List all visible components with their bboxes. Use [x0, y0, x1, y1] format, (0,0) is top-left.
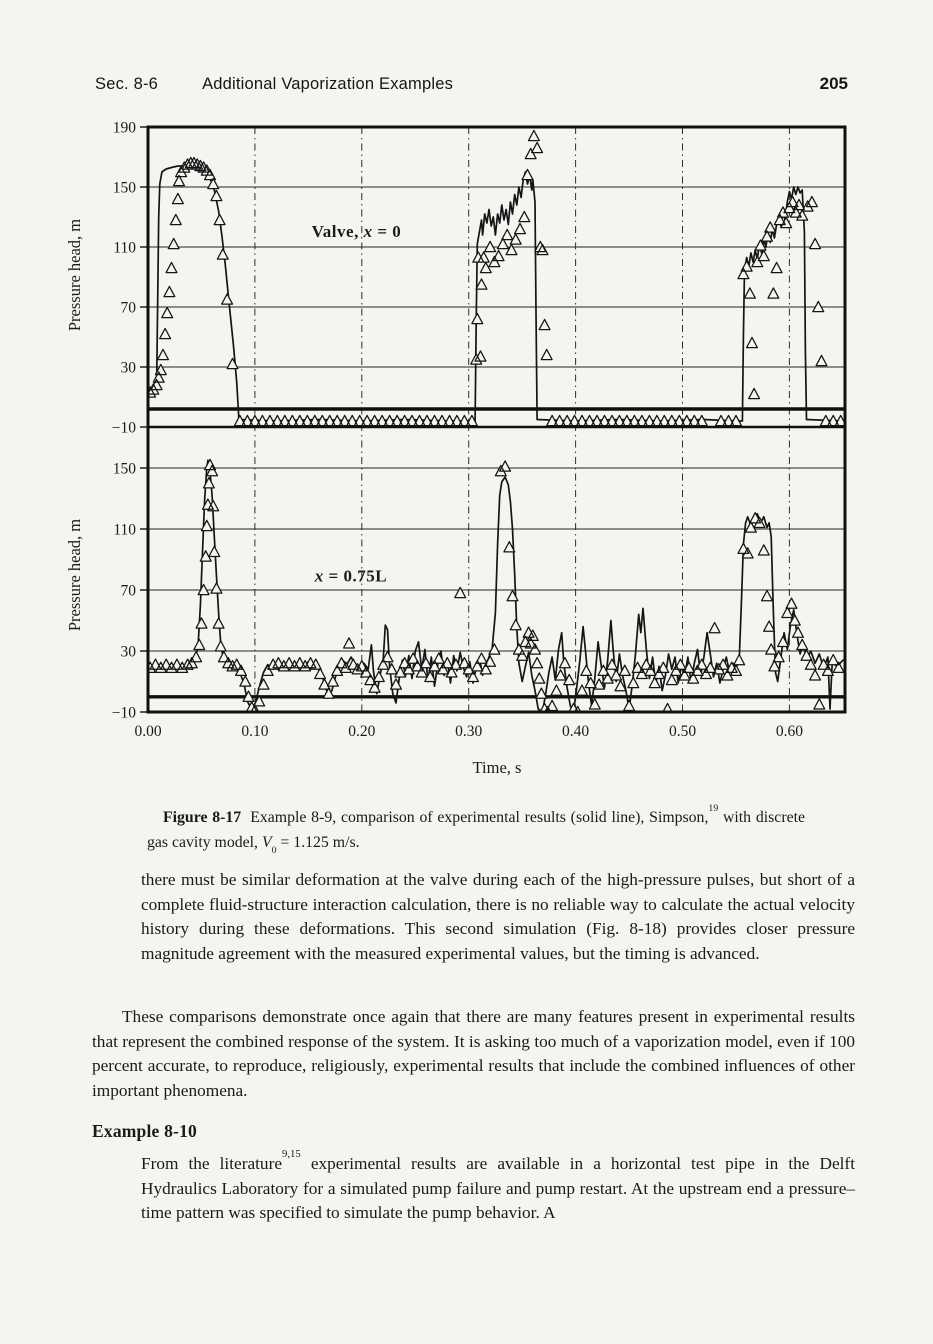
- x-axis-title: Time, s: [472, 758, 522, 777]
- paragraph-example-8-10: From the literature$^{9,15}$ experimental results are available in a horizontal test pipe in the Delft Hydraulics Laboratory for a simulated pump failure and pump restart. At the upstream end a pressure–time pattern was specified to simulate the pump behavior. A: [141, 1148, 855, 1223]
- bottom-model-triangle-markers: [145, 459, 844, 716]
- page-number: 205: [819, 74, 848, 93]
- y-tick-label: 70: [120, 299, 136, 317]
- x-tick-label: 0.30: [455, 723, 483, 740]
- y-tick-label: 70: [120, 582, 136, 600]
- y-tick-label: 30: [120, 359, 136, 377]
- figure-8-17-chart: [0, 58, 933, 798]
- y-tick-label: 150: [112, 179, 136, 197]
- example-8-10-heading: Example 8-10: [92, 1121, 197, 1141]
- y-tick-label: −10: [111, 419, 136, 437]
- figure-caption-text: Example 8-9, comparison of experimental results (solid line), Simpson,: [250, 809, 709, 826]
- series-layer: [145, 130, 846, 425]
- figure-caption-label: Figure 8-17: [163, 809, 242, 826]
- x-tick-label: 0.60: [775, 723, 803, 740]
- section-label: Sec. 8-6: [95, 75, 159, 93]
- running-title: Additional Vaporization Examples: [202, 75, 454, 93]
- caption-reference-superscript: 19: [708, 803, 719, 815]
- literature-reference-superscript: 9,15: [282, 1148, 301, 1161]
- x-tick-label: 0.40: [562, 723, 590, 740]
- bottom-y-axis-title: Pressure head, m: [65, 518, 84, 632]
- y-tick-label: 30: [120, 643, 136, 661]
- y-tick-label: −10: [111, 704, 136, 722]
- y-tick-label: 150: [112, 460, 136, 478]
- y-tick-label: 190: [112, 119, 136, 137]
- x-tick-label: 0.50: [668, 723, 697, 740]
- x-tick-label: 0.00: [134, 723, 162, 740]
- y-tick-label: 110: [113, 521, 136, 539]
- y-tick-label: 110: [113, 239, 136, 257]
- top-y-axis-title: Pressure head, m: [65, 218, 84, 332]
- top-panel-annotation: Valve, x = 0: [311, 222, 402, 241]
- series-layer: [145, 459, 844, 716]
- paragraph-comparisons: These comparisons demonstrate once again that there are many features present in experimental results that represent the combined response of the system. It is asking too much of a vaporization model, even if 100 percent accurate, to reproduce, religiously, experimental results that include the combined influences of other important phenomena.: [92, 1007, 855, 1100]
- top-model-triangle-markers: [145, 130, 846, 425]
- paragraph-deformation: there must be similar deformation at the valve during each of the high-pressure pulses, but short of a complete fluid-structure interaction calculation, there is no reliable way to calculate the actual velocity history during these deformations. This second simulation (Fig. 8-18) provides closer pressure magnitude agreement with the measured experimental values, but the timing is advanced.: [141, 870, 855, 963]
- top-experimental-line: [148, 166, 843, 421]
- x-tick-label: 0.10: [241, 723, 269, 740]
- figure-caption: Figure 8-17 Example 8-9, comparison of experimental results (solid line), Simpson,$^{19}$ with discrete gas cavity model, $V_0 = 1.125$ m/s.: [147, 803, 805, 857]
- bottom-panel-annotation: x = 0.75L: [314, 566, 388, 586]
- x-tick-label: 0.20: [348, 723, 376, 740]
- caption-velocity-symbol: V: [261, 833, 272, 851]
